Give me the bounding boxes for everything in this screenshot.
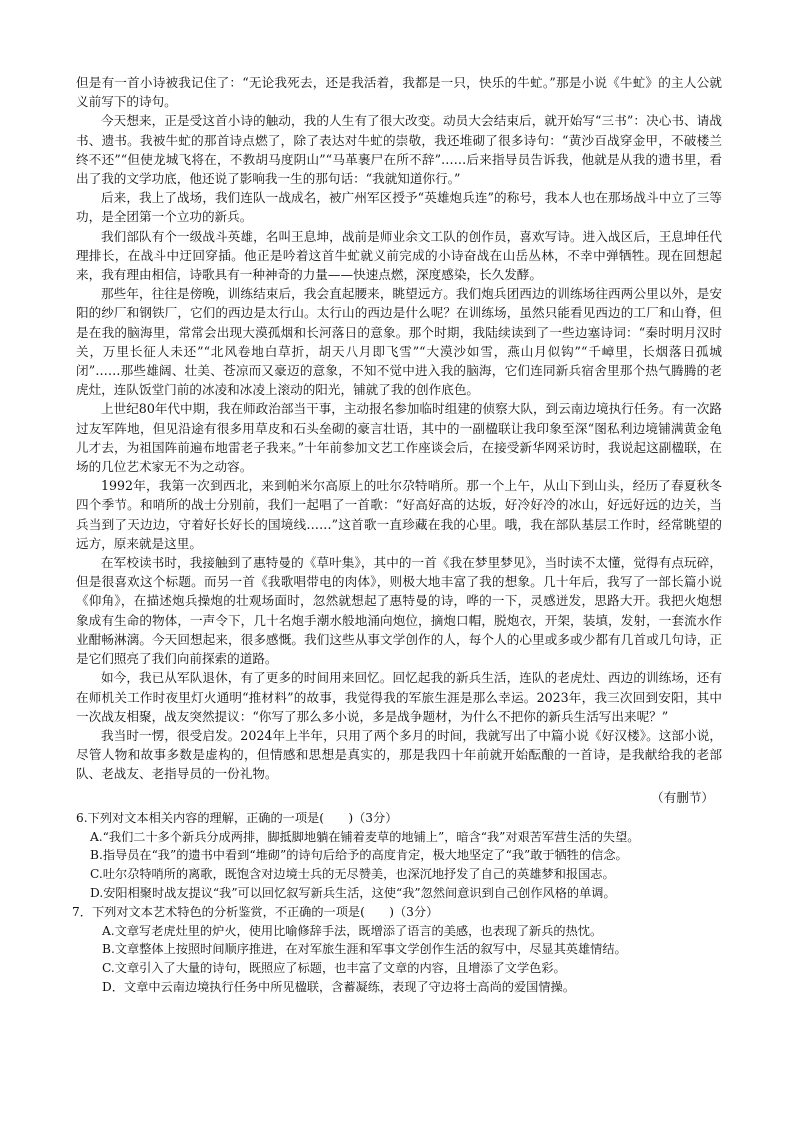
article-paragraph: 后来，我上了战场，我们连队一战成名，被广州军区授予“英雄炮兵连”的称号，我本人也在那场战斗中立了三等功，是全团第一个立功的新兵。 [76,190,722,225]
option-a: A.“我们二十多个新兵分成两排，脚抵脚地躺在铺着麦草的地铺上”，暗含“我”对艰苦军营生活的失望。 [90,829,640,844]
option-a: A.文章写老虎灶里的炉火，使用比喻修辞手法，既增添了语言的美感，也表现了新兵的热忱。 [102,923,603,938]
source-note: （有删节） [651,789,714,805]
option-d: D.安阳相聚时战友提议“我”可以回忆叙写新兵生活，这使“我”忽然间意识到自己创作风格的单调。 [90,885,616,900]
article-body [76,73,722,807]
option-c: C.文章引入了大量的诗句，既照应了标题，也丰富了文章的内容，且增添了文学色彩。 [102,961,566,976]
option-c: C.吐尔尕特哨所的离歌，既饱含对边境士兵的无尽赞美，也深沉地抒发了自己的英雄梦和报国志。 [90,867,615,882]
question-7 [72,903,722,997]
question-stem: 7．下列对文本艺术特色的分析鉴赏，不正确的一项是( )（3分） [72,904,439,919]
article-paragraph: 在军校读书时，我接触到了惠特曼的《草叶集》，其中的一首《我在梦里梦见》，当时读不太懂，觉得有点玩碎，但是很喜欢这个标题。而另一首《我歌唱带电的肉体》，则极大地丰富了我的想象。几十年后，我写了一部长篇小说《仰角》，在描述炮兵操炮的壮观场面时，忽然就想起了惠特曼的诗，哗的一下，灵感迸发，思路大开。我把火炮想象成有生命的物体，一声令下，几十名炮手潮水般地涌向炮位，摘炮口帽，脱炮衣，开架，装填，发射，一套流水作业酣畅淋漓。今天回想起来，很多感慨。我们这些从事文学创作的人，每个人的心里或多或少都有几首或几句诗，正是它们照亮了我们向前探索的道路。 [76,555,722,667]
option-d: D．文章中云南边境执行任务中所见楹联，含蓄凝练，表现了守边将士高尚的爱国情操。 [102,979,575,994]
article-paragraph: 但是有一首小诗被我记住了：“无论我死去，还是我活着，我都是一只，快乐的牛虻。”那是小说《牛虻》的主人公就义前写下的诗句。 [76,75,722,110]
option-b: B.文章整体上按照时间顺序推进，在对军旅生涯和军事文学创作生活的叙写中，尽显其英雄情结。 [102,942,627,957]
question-stem: 6.下列对文本相关内容的理解，正确的一项是( )（3分） [76,810,398,825]
article-paragraph: 今天想来，正是受这首小诗的触动，我的人生有了很大改变。动员大会结束后，就开始写“三书”：决心书、请战书、遗书。我被牛虻的那首诗点燃了，除了表达对牛虻的崇敬，我还堆砌了很多诗句：“黄沙百战穿金甲，不破楼兰终不还”“但使龙城飞将在，不教胡马度阴山”“马革裹尸在所不辞”……后来指导员告诉我，他就是从我的遗书里，看出了我的文学功底，他还说了影响我一生的那句话：“我就知道你行。” [76,113,722,187]
question-6 [76,809,722,903]
article-paragraph: 我们部队有个一级战斗英雄，名叫王息坤，战前是师业余文工队的创作员，喜欢写诗。进入战区后，王息坤任代理排长，在战斗中迂回穿插。他正是吟着这首牛虻就义前完成的小诗奋战在山岳丛林，不幸中弹牺牲。现在回想起来，我有理由相信，诗歌具有一种神奇的力量——快速点燃，深度感染，长久发酵。 [76,228,722,283]
article-paragraph: 如今，我已从军队退休，有了更多的时间用来回忆。回忆起我的新兵生活，连队的老虎灶、西边的训练场，还有在师机关工作时夜里灯火通明“推材料”的故事，我觉得我的军旅生涯是那么幸运。2023年，我三次回到安阳，其中一次战友相聚，战友突然提议：“你写了那么多小说，多是战争题材，为什么不把你的新兵生活写出来呢？” [76,670,722,724]
article-paragraph: 上世纪80年代中期，我在师政治部当干事，主动报名参加临时组建的侦察大队，到云南边境执行任务。有一次路过友军阵地，但见沿途有很多用草皮和石头垒砌的豪言壮语，其中的一副楹联让我印象至深“图私利边境铺满黄金龟儿才去，为祖国阵前遍布地雷老子我来。”十年前参加文艺工作座谈会后，在接受新华网采访时，我说起这副楹联，在场的几位艺术家无不为之动容。 [76,401,722,475]
document-page [72,73,722,997]
article-paragraph: 那些年，往往是傍晚，训练结束后，我会直起腰来，眺望远方。我们炮兵团西边的训练场往西两公里以外，是安阳的纱厂和钢铁厂，它们的西边是太行山。太行山的西边是什么呢？在训练场，虽然只能看见西边的工厂和山脊，但是在我的脑海里，常常会出现大漠孤烟和长河落日的意象。那个时期，我陆续读到了一些边塞诗词：“秦时明月汉时关，万里长征人未还”“北风卷地白草折，胡天八月即飞雪”“大漠沙如雪，燕山月似钩”“千嶂里，长烟落日孤城闭”……那些雄阔、壮美、苍凉而又豪迈的意象，不知不觉中进入我的脑海，它们连同新兵宿舍里那个热气腾腾的老虎灶，连队饭堂门前的冰凌和冰凌上滚动的阳光，铺就了我的创作底色。 [76,286,722,398]
article-paragraph: 1992年，我第一次到西北，来到帕米尔高原上的吐尔尕特哨所。那一个上午，从山下到山头，经历了春夏秋冬四个季节。和哨所的战士分别前，我们一起唱了一首歌：“好高好高的达坂，好冷好冷的冰山，好远好远的边关，当兵当到了天边边，守着好长好长的国境线……”这首歌一直珍藏在我的心里。哦，我在部队基层工作时，经常眺望的远方，原来就是这里。 [76,478,722,551]
article-paragraph: 我当时一愣，很受启发。2024年上半年，只用了两个多月的时间，我就写出了中篇小说《好汉楼》。这部小说，尽管人物和故事多数是虚构的，但情感和思想是真实的，那是我四十年前就开始酝酿的一首诗，是我献给我的老部队、老战友、老指导员的一份礼物。 [76,727,722,782]
option-b: B.指导员在“我”的遗书中看到“堆砌”的诗句后给予的高度肯定，极大地坚定了“我”敢于牺牲的信念。 [90,848,628,863]
